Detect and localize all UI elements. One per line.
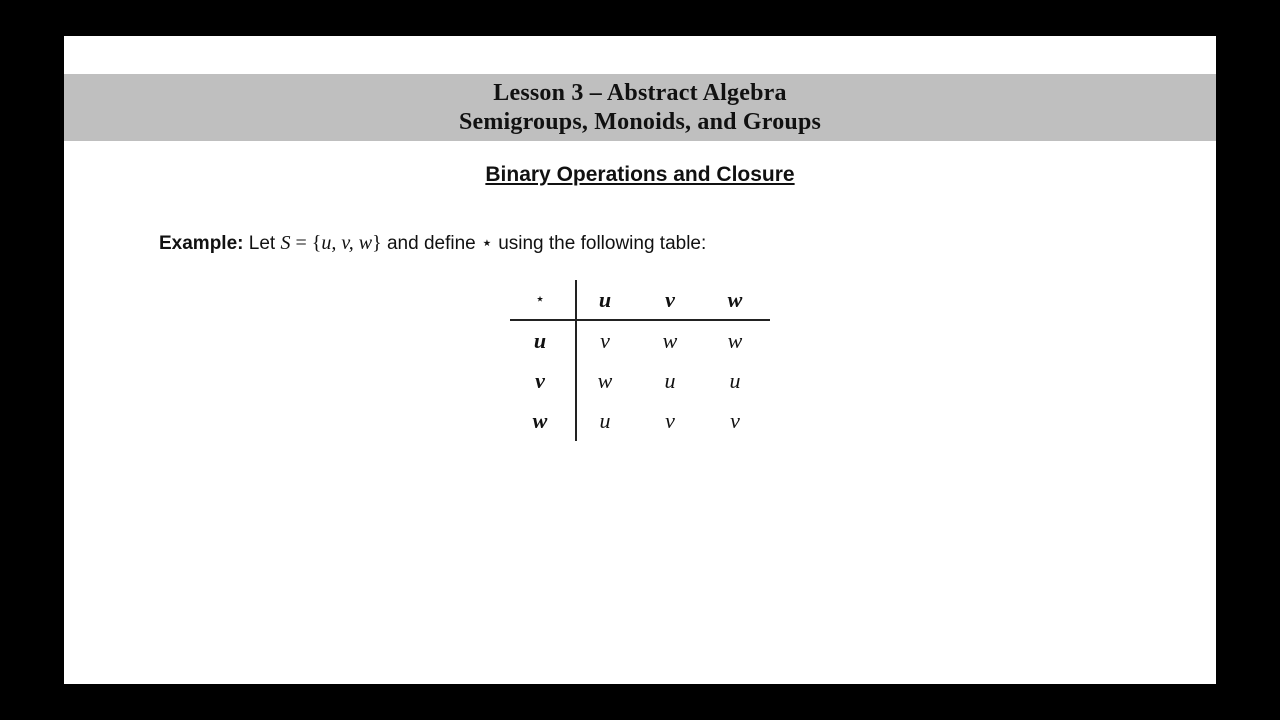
table-cell: u — [729, 368, 741, 393]
set-equals: = { — [290, 232, 322, 254]
table-cell: w — [662, 328, 678, 353]
table-cell: w — [727, 328, 743, 353]
lesson-title: Lesson 3 – Abstract Algebra — [493, 80, 787, 106]
slide — [64, 36, 1216, 684]
example-text-let: Let — [243, 233, 281, 254]
example-text-table: using the following table: — [492, 233, 707, 254]
example-label: Example: — [159, 233, 244, 254]
table-cell: v — [665, 408, 675, 433]
table-cell: v — [730, 408, 740, 433]
table-row-header-v: v — [535, 368, 545, 393]
title-banner — [64, 74, 1216, 141]
set-symbol: S — [280, 232, 291, 254]
set-elements: u, v, w — [321, 232, 373, 254]
operator-symbol: ⋆ — [481, 233, 493, 254]
table-cell: u — [664, 368, 676, 393]
table-row-header-u: u — [533, 328, 547, 353]
table-row-header-w: w — [532, 408, 548, 433]
example-statement — [159, 232, 706, 255]
operation-table — [510, 280, 770, 442]
table-cell: u — [599, 408, 611, 433]
table-col-header-w: w — [727, 287, 743, 312]
lesson-subtitle: Semigroups, Monoids, and Groups — [458, 109, 822, 135]
section-heading: Binary Operations and Closure — [485, 163, 795, 186]
table-col-header-u: u — [598, 287, 612, 312]
example-text-define: and define — [381, 233, 482, 254]
table-operator-cell: ⋆ — [534, 291, 545, 308]
table-col-header-v: v — [665, 287, 675, 312]
table-cell: w — [597, 368, 613, 393]
table-cell: v — [600, 328, 610, 353]
set-close-brace: } — [372, 232, 382, 254]
